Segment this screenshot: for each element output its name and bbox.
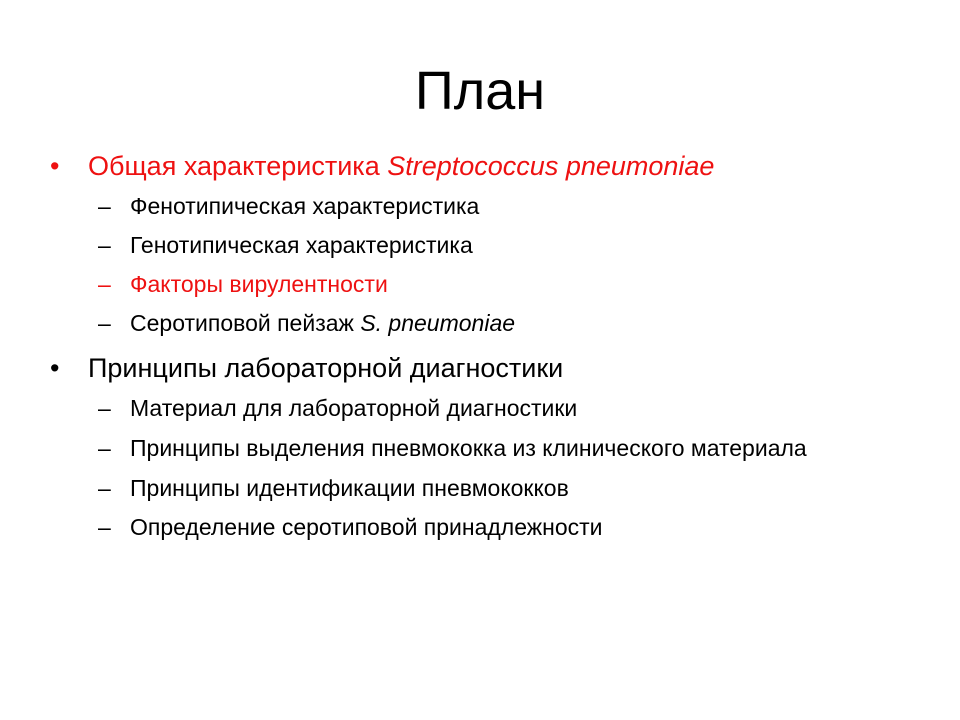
bullet-marker: • — [50, 353, 60, 383]
list-item-genotypic — [48, 230, 908, 261]
section-title: Общая характеристика — [88, 151, 388, 181]
dash-marker: – — [98, 514, 111, 540]
section-lab-diagnostics — [48, 350, 908, 386]
list-item-isolation — [48, 432, 830, 465]
list-item-identification — [48, 473, 908, 504]
item-text: Факторы вирулентности — [130, 271, 388, 297]
slide-title: План — [414, 61, 546, 121]
slide-outline — [48, 148, 908, 543]
list-item-material — [48, 393, 908, 424]
bullet-marker: • — [50, 151, 60, 181]
item-text: Фенотипическая характеристика — [130, 193, 480, 219]
list-item-phenotypic — [48, 191, 908, 222]
section-general-characteristics — [48, 148, 908, 184]
list-item-serotype-landscape — [48, 308, 908, 339]
dash-marker: – — [98, 475, 111, 501]
species-name: Streptococcus pneumoniae — [387, 151, 715, 181]
list-item-serotyping — [48, 512, 908, 543]
item-text: Генотипическая характеристика — [130, 232, 473, 258]
dash-marker: – — [98, 395, 111, 421]
item-text: Материал для лабораторной диагностики — [130, 395, 578, 421]
dash-marker: – — [98, 310, 111, 336]
dash-marker: – — [98, 435, 111, 461]
list-item-virulence-factors — [48, 269, 908, 300]
item-text: Принципы идентификации пневмококков — [130, 475, 569, 501]
item-text: Принципы выделения пневмококка из клинического материала — [130, 435, 807, 461]
item-text: Серотиповой пейзаж — [130, 310, 361, 336]
dash-marker: – — [98, 232, 111, 258]
dash-marker: – — [98, 193, 111, 219]
section-title: Принципы лабораторной диагностики — [88, 353, 564, 383]
dash-marker: – — [98, 271, 111, 297]
item-text: Определение серотиповой принадлежности — [130, 514, 603, 540]
species-abbrev: S. pneumoniae — [360, 310, 516, 336]
